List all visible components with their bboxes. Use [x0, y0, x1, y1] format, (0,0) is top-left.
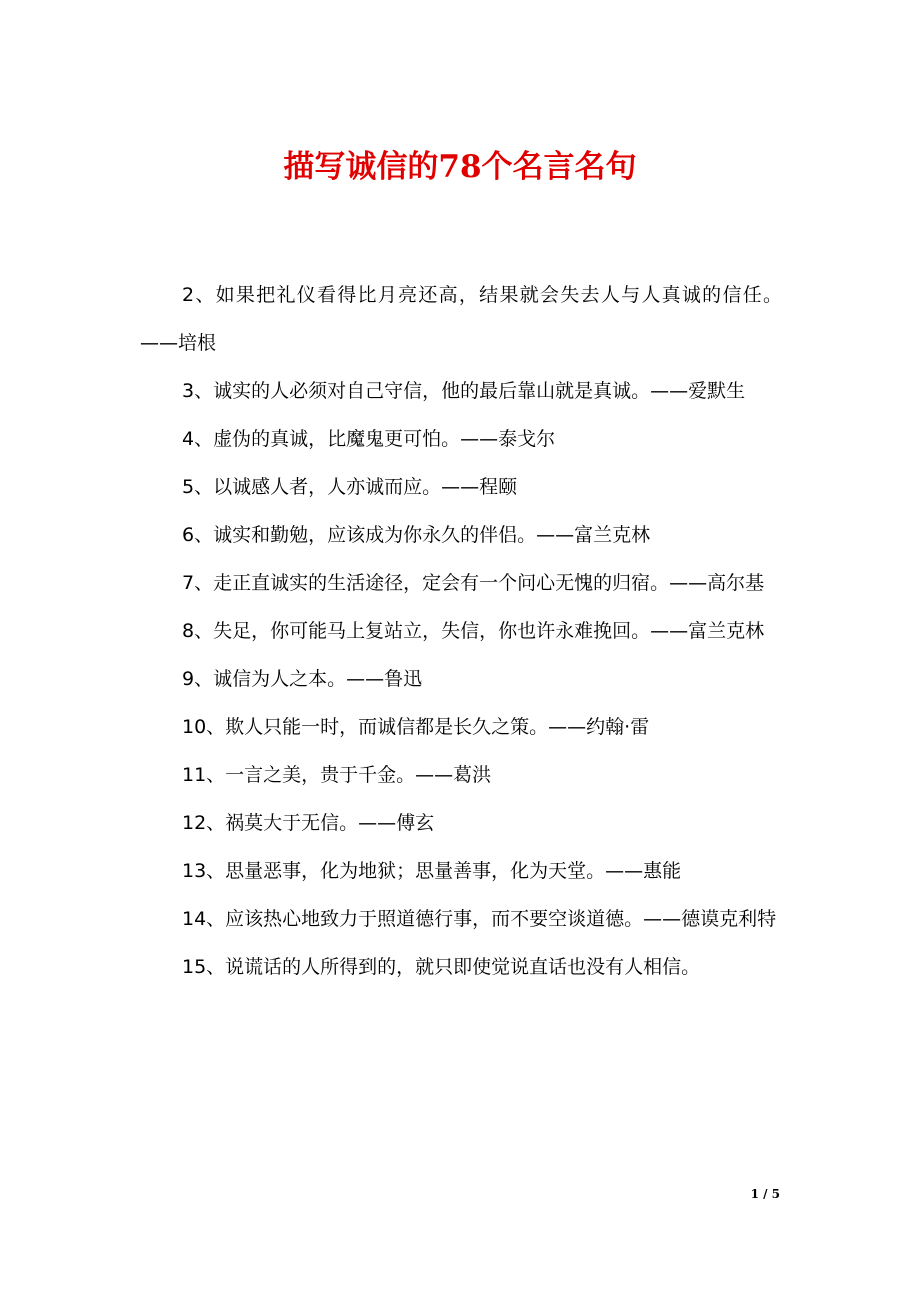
page-number: 1 / 5	[750, 1187, 780, 1201]
quote-item: 11、一言之美，贵于千金。——葛洪	[182, 764, 492, 786]
quote-item: 15、说谎话的人所得到的，就只即使觉说直话也没有人相信。	[182, 956, 701, 978]
quote-item: 6、诚实和勤勉，应该成为你永久的伴侣。——富兰克林	[182, 524, 651, 546]
quote-item: 2、如果把礼仪看得比月亮还高，结果就会失去人与人真诚的信任。——培根	[140, 284, 782, 354]
quote-item: 14、应该热心地致力于照道德行事，而不要空谈道德。——德谟克利特	[182, 908, 777, 930]
quote-item: 7、走正直诚实的生活途径，定会有一个问心无愧的归宿。——高尔基	[182, 572, 765, 594]
quote-item: 8、失足，你可能马上复站立，失信，你也许永难挽回。——富兰克林	[182, 620, 765, 642]
document-title: 描写诚信的78个名言名句	[283, 149, 637, 185]
quote-item: 12、祸莫大于无信。——傅玄	[182, 812, 435, 834]
quote-item: 5、以诚感人者，人亦诚而应。——程颐	[182, 476, 518, 498]
quote-item: 13、思量恶事，化为地狱；思量善事，化为天堂。——惠能	[182, 860, 682, 882]
quote-list	[140, 271, 782, 991]
quote-item: 4、虚伪的真诚，比魔鬼更可怕。——泰戈尔	[182, 428, 556, 450]
quote-item: 10、欺人只能一时，而诚信都是长久之策。——约翰·雷	[182, 716, 650, 738]
quote-item: 3、诚实的人必须对自己守信，他的最后靠山就是真诚。——爱默生	[182, 380, 746, 402]
quote-item: 9、诚信为人之本。——鲁迅	[182, 668, 423, 690]
